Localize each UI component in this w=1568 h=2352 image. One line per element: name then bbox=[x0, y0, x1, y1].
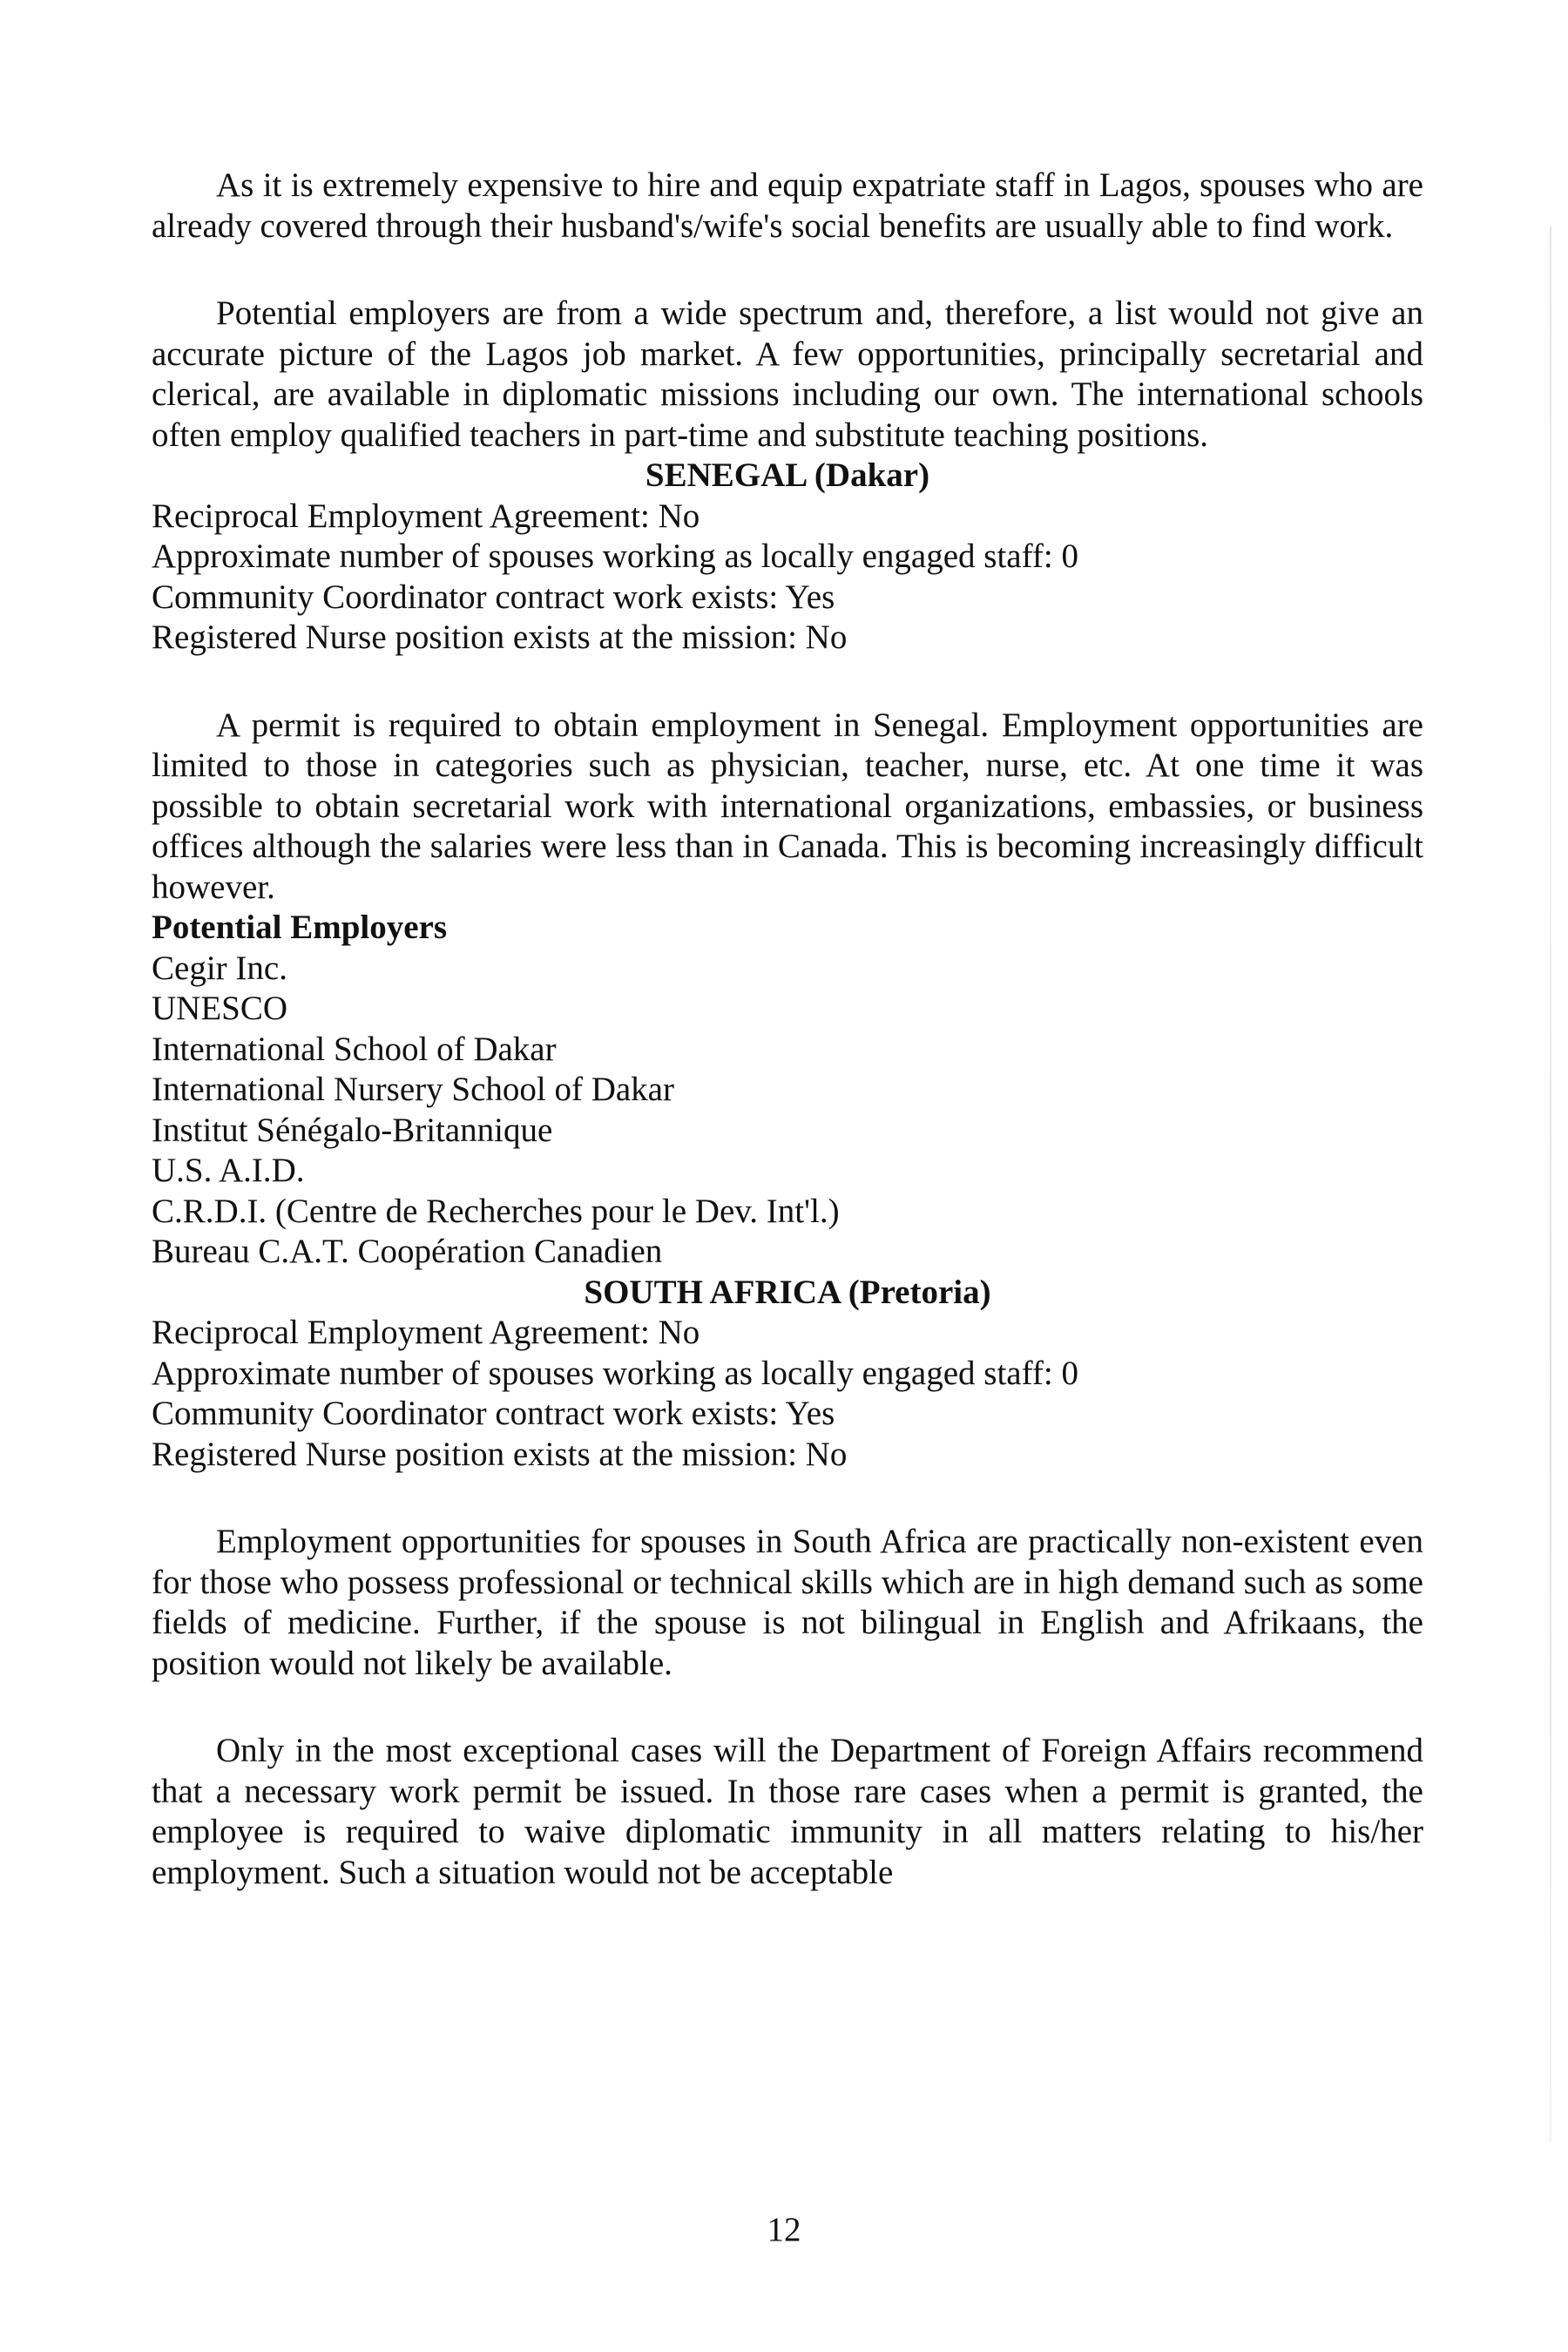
senegal-employers-heading: Potential Employers bbox=[152, 909, 448, 946]
south-africa-info-community-coordinator: Community Coordinator contract work exists: Yes bbox=[152, 1395, 835, 1432]
senegal-employers-list bbox=[152, 949, 1423, 1273]
south-africa-paragraph-2: Only in the most exceptional cases will the Department of Foreign Affairs recommend that a necessary work permit be issued. In those rare cases when a permit is granted, the employee is required to waive diplomatic immunity in all matters relating to his/her employment. Such a situation would not be acceptable bbox=[152, 1732, 1423, 1891]
senegal-info-spouses-count: Approximate number of spouses working as locally engaged staff: 0 bbox=[152, 537, 1078, 575]
employer-item: Cegir Inc. bbox=[152, 949, 287, 987]
senegal-info-block bbox=[152, 497, 1423, 659]
south-africa-info-spouses-count: Approximate number of spouses working as locally engaged staff: 0 bbox=[152, 1354, 1078, 1392]
south-africa-info-block bbox=[152, 1313, 1423, 1475]
employer-item: UNESCO bbox=[152, 990, 288, 1027]
page-number: 12 bbox=[767, 2211, 801, 2248]
employer-item: U.S. A.I.D. bbox=[152, 1152, 305, 1189]
senegal-paragraph: A permit is required to obtain employment in Senegal. Employment opportunities are limited to those in categories such as physician, teacher, nurse, etc. At one time it was possible to obtain secretarial work with international organizations, embassies, or business offices although the salaries were less than in Canada. This is becoming increasingly difficult however. bbox=[152, 706, 1423, 906]
south-africa-info-reciprocal: Reciprocal Employment Agreement: No bbox=[152, 1314, 700, 1351]
south-africa-heading: SOUTH AFRICA (Pretoria) bbox=[584, 1273, 991, 1311]
scan-edge-mark bbox=[1550, 226, 1551, 2143]
employer-item: Institut Sénégalo-Britannique bbox=[152, 1111, 553, 1149]
employer-item: International School of Dakar bbox=[152, 1030, 557, 1068]
south-africa-info-registered-nurse: Registered Nurse position exists at the mission: No bbox=[152, 1435, 848, 1473]
south-africa-paragraph-1: Employment opportunities for spouses in South Africa are practically non-existent even for those who possess professional or technical skills which are in high demand such as some fields of medicine. Further, if the spouse is not bilingual in English and Afrikaans, the position would not likely be available. bbox=[152, 1523, 1423, 1682]
senegal-info-community-coordinator: Community Coordinator contract work exists: Yes bbox=[152, 578, 835, 616]
page-content bbox=[152, 166, 1423, 1893]
senegal-info-reciprocal: Reciprocal Employment Agreement: No bbox=[152, 497, 700, 535]
employer-item: International Nursery School of Dakar bbox=[152, 1071, 674, 1108]
employer-item: C.R.D.I. (Centre de Recherches pour le Dev. Int'l.) bbox=[152, 1192, 840, 1230]
nigeria-paragraph-2: Potential employers are from a wide spectrum and, therefore, a list would not give an accurate picture of the Lagos job market. A few opportunities, principally secretarial and clerical, are available in diplomatic missions including our own. The international schools often employ qualified teachers in part-time and substitute teaching positions. bbox=[152, 294, 1423, 454]
employer-item: Bureau C.A.T. Coopération Canadien bbox=[152, 1233, 663, 1270]
nigeria-paragraph-1: As it is extremely expensive to hire and equip expatriate staff in Lagos, spouses who are already covered through their husband's/wife's social benefits are usually able to find work. bbox=[152, 166, 1423, 245]
senegal-heading: SENEGAL (Dakar) bbox=[645, 456, 930, 494]
senegal-info-registered-nurse: Registered Nurse position exists at the mission: No bbox=[152, 618, 848, 656]
